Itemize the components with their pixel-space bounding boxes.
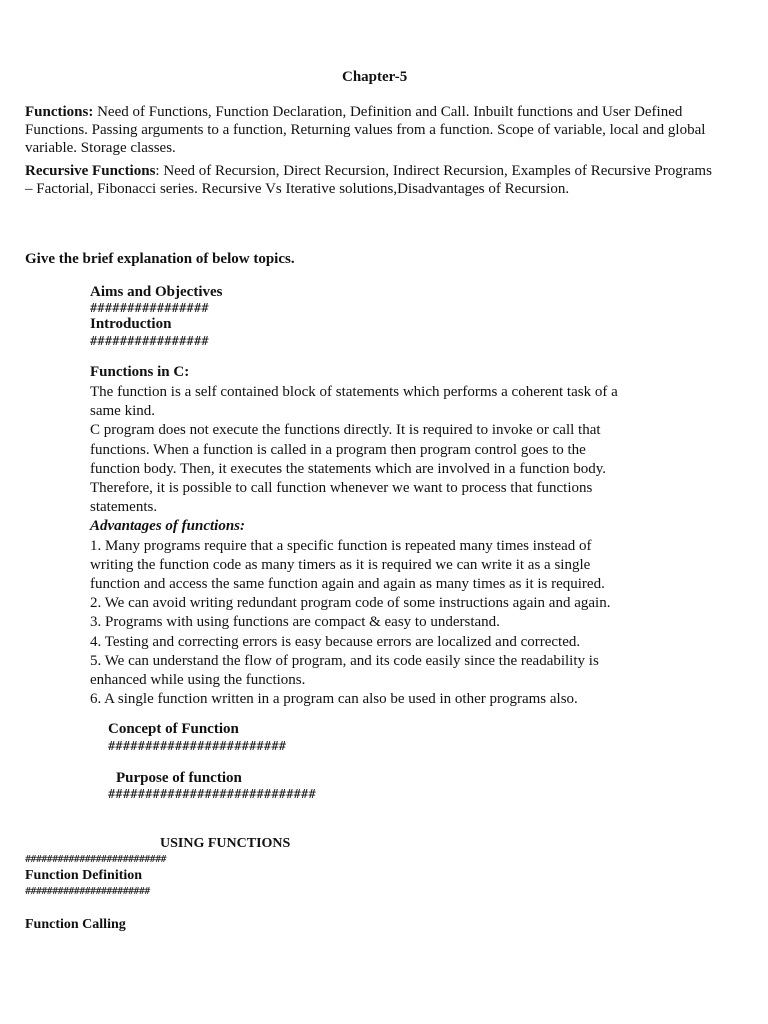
using-functions-heading: USING FUNCTIONS: [160, 836, 291, 851]
functions-in-c-line: Therefore, it is possible to call function whenever we want to process that functions: [90, 480, 593, 497]
functions-in-c-heading: Functions in C:: [90, 364, 190, 380]
syllabus-recursive-line-1: [25, 162, 712, 181]
syllabus-functions-text-3: variable. Storage classes.: [25, 140, 176, 156]
aims-heading: Aims and Objectives: [90, 284, 223, 300]
concept-hash-line: ########################: [108, 739, 287, 753]
functions-in-c-line: functions. When a function is called in a program then program control goes to the: [90, 441, 586, 458]
advantages-line: 5. We can understand the flow of program, and its code easily since the readability is: [90, 652, 599, 669]
advantages-line: 6. A single function written in a program can also be used in other programs also.: [90, 691, 578, 708]
advantages-line: 4. Testing and correcting errors is easy because errors are localized and corrected.: [90, 633, 581, 650]
using-functions-hash-1: ##########################: [25, 854, 166, 865]
aims-hash-line: ################: [90, 301, 209, 315]
advantages-line: 3. Programs with using functions are compact & easy to understand.: [90, 614, 500, 631]
purpose-heading: Purpose of function: [116, 770, 242, 786]
functions-in-c-line: statements.: [90, 499, 158, 516]
functions-in-c-line: C program does not execute the functions directly. It is required to invoke or call that: [90, 422, 601, 439]
instruction-text: Give the brief explanation of below topics.: [25, 251, 295, 267]
advantages-line: function and access the same function again and again as many times as it is required.: [90, 576, 605, 593]
syllabus-functions-text-1: Need of Functions, Function Declaration, Definition and Call. Inbuilt functions and User Defined: [93, 104, 683, 120]
purpose-hash-line: ############################: [108, 787, 316, 801]
using-functions-hash-2: #######################: [25, 886, 150, 897]
concept-heading: Concept of Function: [108, 721, 239, 737]
chapter-title: Chapter-5: [342, 69, 408, 85]
syllabus-recursive-text-2: – Factorial, Fibonacci series. Recursive Vs Iterative solutions,Disadvantages of Recursion.: [25, 181, 570, 197]
syllabus-functions-label: Functions:: [25, 104, 94, 120]
syllabus-functions-line-1: [25, 103, 682, 122]
syllabus-functions-text-2: Functions. Passing arguments to a function, Returning values from a function. Scope of variable, local and global: [25, 122, 706, 138]
advantages-line: 2. We can avoid writing redundant program code of some instructions again and again.: [90, 595, 611, 612]
functions-in-c-line: same kind.: [90, 403, 155, 420]
advantages-line: 1. Many programs require that a specific function is repeated many times instead of: [90, 537, 592, 554]
intro-hash-line: ################: [90, 334, 209, 348]
function-calling-heading: Function Calling: [25, 917, 126, 932]
functions-in-c-line: function body. Then, it executes the statements which are involved in a function body.: [90, 460, 606, 477]
function-definition-heading: Function Definition: [25, 868, 143, 883]
functions-in-c-body: [90, 383, 690, 709]
syllabus-recursive-label: Recursive Functions: [25, 163, 156, 179]
functions-in-c-line: The function is a self contained block of statements which performs a coherent task of a: [90, 384, 618, 400]
advantages-heading: Advantages of functions:: [90, 518, 246, 535]
advantages-line: writing the function code as many timers as it is required we can write it as a single: [90, 556, 591, 573]
intro-heading: Introduction: [90, 316, 172, 332]
syllabus-recursive-text-1: : Need of Recursion, Direct Recursion, Indirect Recursion, Examples of Recursive Programs: [155, 163, 712, 179]
advantages-line: enhanced while using the functions.: [90, 672, 306, 689]
